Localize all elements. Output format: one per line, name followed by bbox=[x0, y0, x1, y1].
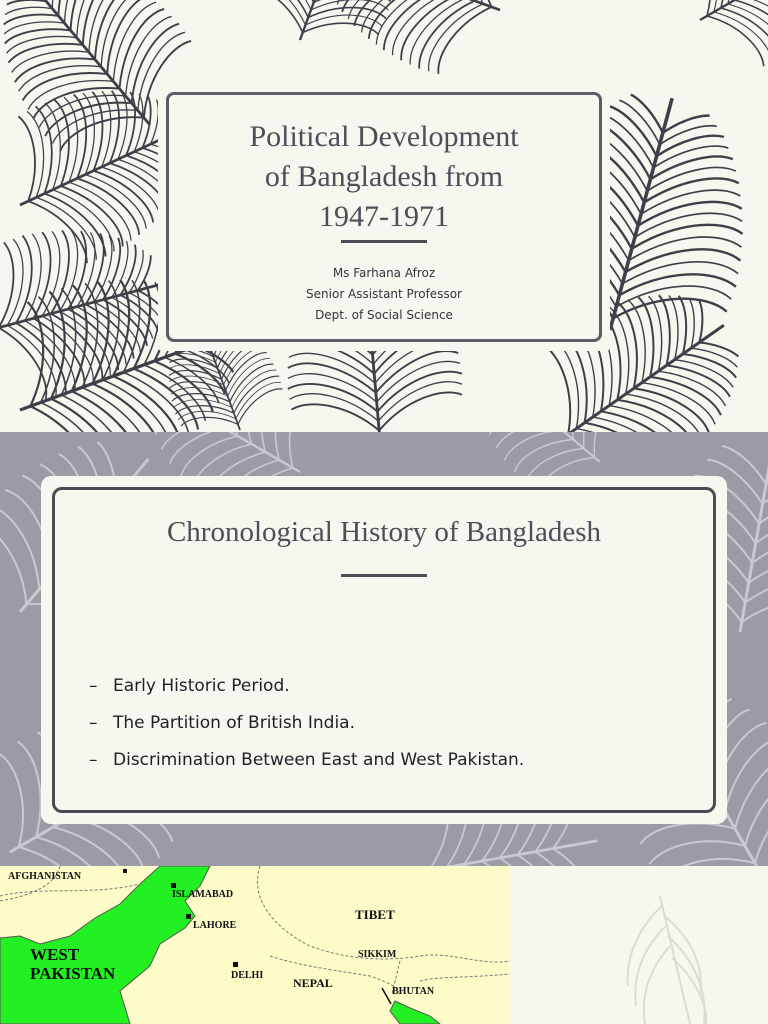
map-label-west: WEST bbox=[30, 945, 80, 964]
author-position: Senior Assistant Professor bbox=[306, 287, 462, 301]
title-line: Political Development bbox=[249, 120, 519, 153]
list-item-text: Discrimination Between East and West Pakistan. bbox=[113, 750, 525, 770]
author-name: Ms Farhana Afroz bbox=[332, 266, 436, 280]
map-label-lahore: LAHORE bbox=[193, 920, 237, 931]
chronology-slide bbox=[0, 432, 768, 866]
list-item bbox=[89, 742, 524, 779]
title-divider bbox=[341, 574, 427, 577]
dash-bullet-icon: – bbox=[89, 713, 98, 733]
map-slide bbox=[0, 866, 768, 1024]
map-label-afghanistan: AFGHANISTAN bbox=[8, 871, 82, 882]
list-item-text: Early Historic Period. bbox=[113, 676, 290, 696]
author-block bbox=[158, 263, 610, 326]
title-divider bbox=[341, 240, 427, 243]
map-label-bhutan: BHUTAN bbox=[392, 986, 435, 997]
title-slide bbox=[0, 0, 768, 432]
map-label-pakistan: PAKISTAN bbox=[30, 964, 116, 983]
list-item bbox=[89, 668, 524, 705]
subcontinent-map bbox=[0, 866, 510, 1024]
map-label-islamabad: ISLAMABAD bbox=[172, 889, 234, 900]
title-line: of Bangladesh from bbox=[264, 160, 504, 193]
list-item-text: The Partition of British India. bbox=[113, 713, 355, 733]
map-label-tibet: TIBET bbox=[355, 907, 395, 922]
presentation-title bbox=[158, 117, 610, 237]
title-line: 1947-1971 bbox=[319, 200, 449, 233]
title-card bbox=[158, 83, 610, 351]
list-item bbox=[89, 705, 524, 742]
map-label-nepal: NEPAL bbox=[293, 976, 333, 990]
dash-bullet-icon: – bbox=[89, 676, 98, 696]
bullet-list bbox=[89, 668, 524, 779]
map-label-delhi: DELHI bbox=[231, 970, 264, 981]
content-card bbox=[41, 476, 727, 824]
slide-title: Chronological History of Bangladesh bbox=[166, 516, 602, 548]
map-label-sikkim: SIKKIM bbox=[358, 949, 397, 960]
dash-bullet-icon: – bbox=[89, 750, 98, 770]
author-department: Dept. of Social Science bbox=[315, 308, 453, 322]
